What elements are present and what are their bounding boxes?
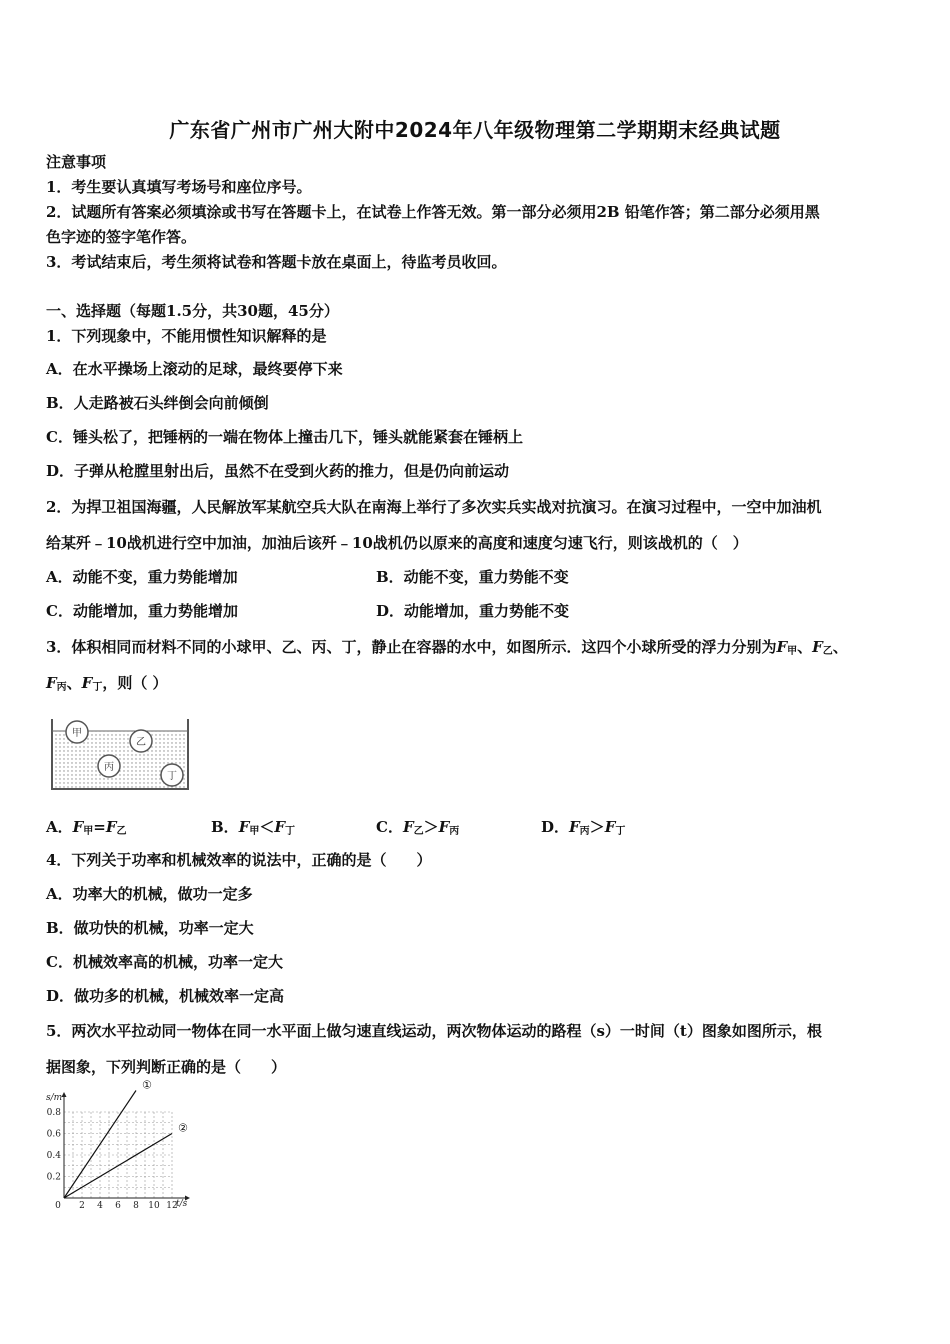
q5-stem-cont: 据图象，下列判断正确的是（ ） xyxy=(46,1058,287,1076)
section-heading: 一、选择题（每题1.5分，共30题，45分） xyxy=(46,302,339,320)
ball-bing xyxy=(98,755,120,777)
y-tick-label: 0.2 xyxy=(46,1172,61,1183)
notice-item: 3．考试结束后，考生须将试卷和答题卡放在桌面上，待监考员收回。 xyxy=(46,253,507,271)
q3-stem-text: 3．体积相同而材料不同的小球甲、乙、丙、丁，静止在容器的水中，如图所示．这四个小球所受的浮力分别为 xyxy=(46,638,777,656)
q1-option-d[interactable]: D．子弹从枪膛里射出后，虽然不在受到火药的推力，但是仍向前运动 xyxy=(46,462,510,480)
notice-heading: 注意事项 xyxy=(46,153,107,171)
ball-ding xyxy=(161,764,183,786)
x-tick-label: 6 xyxy=(115,1201,121,1211)
x-axis-label: t/s xyxy=(176,1199,188,1209)
ball-yi xyxy=(130,730,152,752)
notice-item: 色字迹的签字笔作答。 xyxy=(46,228,197,246)
x-tick-label: 0 xyxy=(55,1201,61,1211)
notice-item: 2．试题所有答案必须填涂或书写在答题卡上，在试卷上作答无效。第一部分必须用2B 铅笔作答；第二部分必须用黑 xyxy=(46,203,820,221)
exam-title: 广东省广州市广州大附中2024年八年级物理第二学期期末经典试题 xyxy=(169,118,781,142)
q1-option-a[interactable]: A．在水平操场上滚动的足球，最终要停下来 xyxy=(46,360,343,378)
q4-stem: 4．下列关于功率和机械效率的说法中，正确的是（ ） xyxy=(46,851,432,869)
y-tick-label: 0.8 xyxy=(46,1108,61,1118)
y-tick-label: 0.4 xyxy=(46,1151,61,1161)
y-tick-label: 0.6 xyxy=(46,1129,61,1140)
x-tick-label: 8 xyxy=(133,1201,139,1211)
q2-option-c[interactable]: C．动能增加，重力势能增加 xyxy=(46,602,238,620)
q1-option-c[interactable]: C．锤头松了，把锤柄的一端在物体上撞击几下，锤头就能紧套在锤柄上 xyxy=(46,428,523,446)
q3-option-d[interactable]: D．$F_丙>F_丁$ xyxy=(541,818,626,837)
q5-st-chart xyxy=(40,1078,200,1212)
q5-stem: 5．两次水平拉动同一物体在同一水平面上做匀速直线运动，两次物体运动的路程（s）一时间（t）图象如图所示，根 xyxy=(46,1022,822,1040)
chart-series xyxy=(64,1079,188,1199)
y-axis-arrow xyxy=(62,1092,67,1097)
q1-option-b[interactable]: B．人走路被石头绊倒会向前倾倒 xyxy=(46,394,269,412)
chart-axes xyxy=(62,1092,191,1201)
q1-stem: 1．下列现象中，不能用惯性知识解释的是 xyxy=(46,327,327,345)
q2-option-b[interactable]: B．动能不变，重力势能不变 xyxy=(376,568,569,586)
series-label: ① xyxy=(142,1078,152,1092)
q3-option-c[interactable]: C．$F_乙>F_丙$ xyxy=(376,818,460,837)
x-tick-label: 12 xyxy=(166,1201,178,1211)
q2-option-a[interactable]: A．动能不变，重力势能增加 xyxy=(46,568,238,586)
notice-item: 1．考生要认真填写考场号和座位序号。 xyxy=(46,178,312,196)
svg-text:乙: 乙 xyxy=(136,737,146,748)
q2-stem-cont: 给某歼﹣10战机进行空中加油，加油后该歼﹣10战机仍以原来的高度和速度匀速飞行，则该战机的（ ） xyxy=(46,534,748,552)
x-tick-label: 10 xyxy=(148,1201,160,1211)
q3-option-b[interactable]: B．$F_甲<F_丁$ xyxy=(211,818,296,837)
x-tick-label: 4 xyxy=(97,1201,103,1211)
q3-stem-cont: $F_丙$、$F_丁$，则（ ） xyxy=(46,674,168,693)
svg-text:丁: 丁 xyxy=(167,771,177,782)
svg-text:甲: 甲 xyxy=(72,728,82,739)
svg-text:丙: 丙 xyxy=(104,762,114,773)
q2-stem: 2．为捍卫祖国海疆，人民解放军某航空兵大队在南海上举行了多次实兵实战对抗演习。在演习过程中，一空中加油机 xyxy=(46,498,822,516)
q4-option-b[interactable]: B．做功快的机械，功率一定大 xyxy=(46,919,254,937)
series-label: ② xyxy=(178,1121,188,1135)
q2-option-d[interactable]: D．动能增加，重力势能不变 xyxy=(376,602,570,620)
q4-option-c[interactable]: C．机械效率高的机械，功率一定大 xyxy=(46,953,283,971)
y-axis-label: s/m xyxy=(46,1093,63,1103)
q3-container-figure xyxy=(46,713,196,795)
q3-option-a[interactable]: A．$F_甲=F_乙$ xyxy=(46,818,127,837)
q4-option-d[interactable]: D．做功多的机械，机械效率一定高 xyxy=(46,987,285,1005)
x-tick-label: 2 xyxy=(79,1201,85,1211)
chart-grid xyxy=(64,1112,172,1198)
q4-option-a[interactable]: A．功率大的机械，做功一定多 xyxy=(46,885,253,903)
ball-jia xyxy=(66,721,88,743)
q3-stem: 3．体积相同而材料不同的小球甲、乙、丙、丁，静止在容器的水中，如图所示．这四个小球所受的浮力分别为$F_甲$、$F_乙$、 xyxy=(46,638,848,657)
